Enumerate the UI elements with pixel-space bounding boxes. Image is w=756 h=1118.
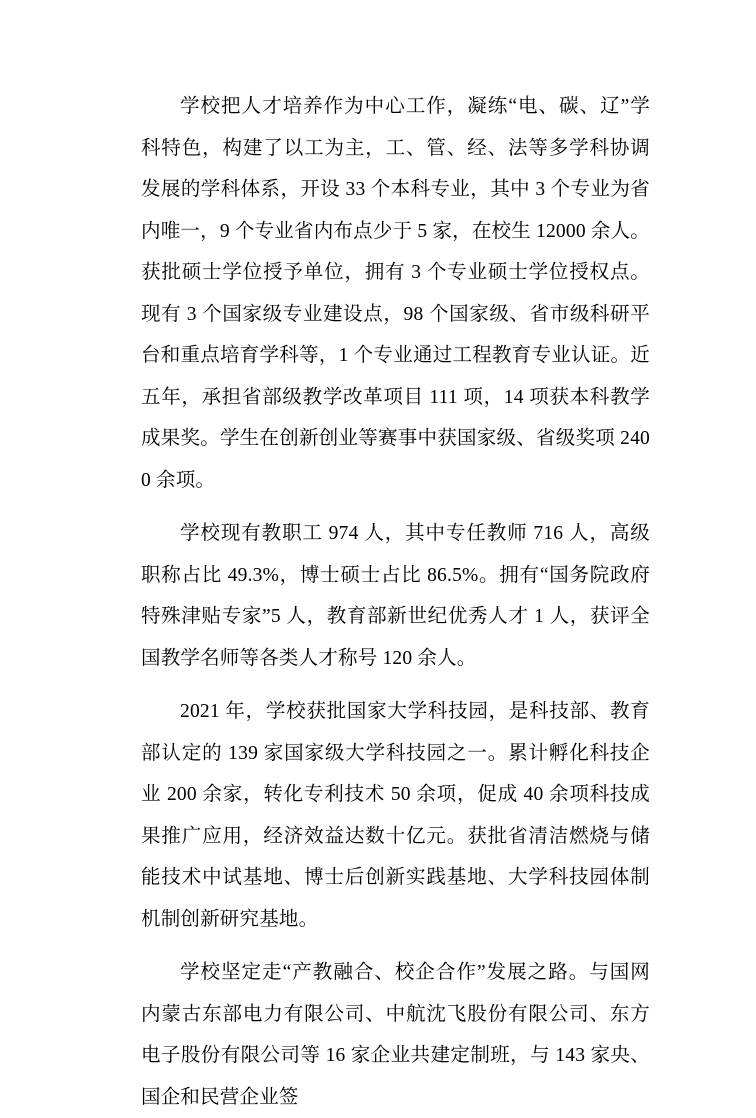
paragraph: 学校现有教职工 974 人，其中专任教师 716 人，高级职称占比 49.3%，博士硕士占比 86.5%。拥有“国务院政府特殊津贴专家”5 人，教育部新世纪优秀人才 1 人，获评全国教学名师等各类人才称号 120 余人。 <box>141 523 650 669</box>
paragraph: 2021 年，学校获批国家大学科技园，是科技部、教育部认定的 139 家国家级大学科技园之一。累计孵化科技企业 200 余家，转化专利技术 50 余项，促成 40 余项科技成果推广应用，经济效益达数十亿元。获批省清洁燃烧与储能技术中试基地、博士后创新实践基地、大学科技园体制机制创新研究基地。 <box>141 701 650 930</box>
document-body <box>141 86 650 1118</box>
paragraph: 学校坚定走“产教融合、校企合作”发展之路。与国网内蒙古东部电力有限公司、中航沈飞股份有限公司、东方电子股份有限公司等 16 家企业共建定制班，与 143 家央、国企和民营企业签 <box>141 962 650 1108</box>
paragraph: 学校把人才培养作为中心工作，凝练“电、碳、辽”学科特色，构建了以工为主，工、管、经、法等多学科协调发展的学科体系，开设 33 个本科专业，其中 3 个专业为省内唯一，9 个专业省内布点少于 5 家，在校生 12000 余人。获批硕士学位授予单位，拥有 3 个专业硕士学位授权点。现有 3 个国家级专业建设点，98 个国家级、省市级科研平台和重点培育学科等，1 个专业通过工程教育专业认证。近五年，承担省部级教学改革项目 111 项，14 项获本科教学成果奖。学生在创新创业等赛事中获国家级、省级奖项 2400 余项。 <box>141 96 650 491</box>
